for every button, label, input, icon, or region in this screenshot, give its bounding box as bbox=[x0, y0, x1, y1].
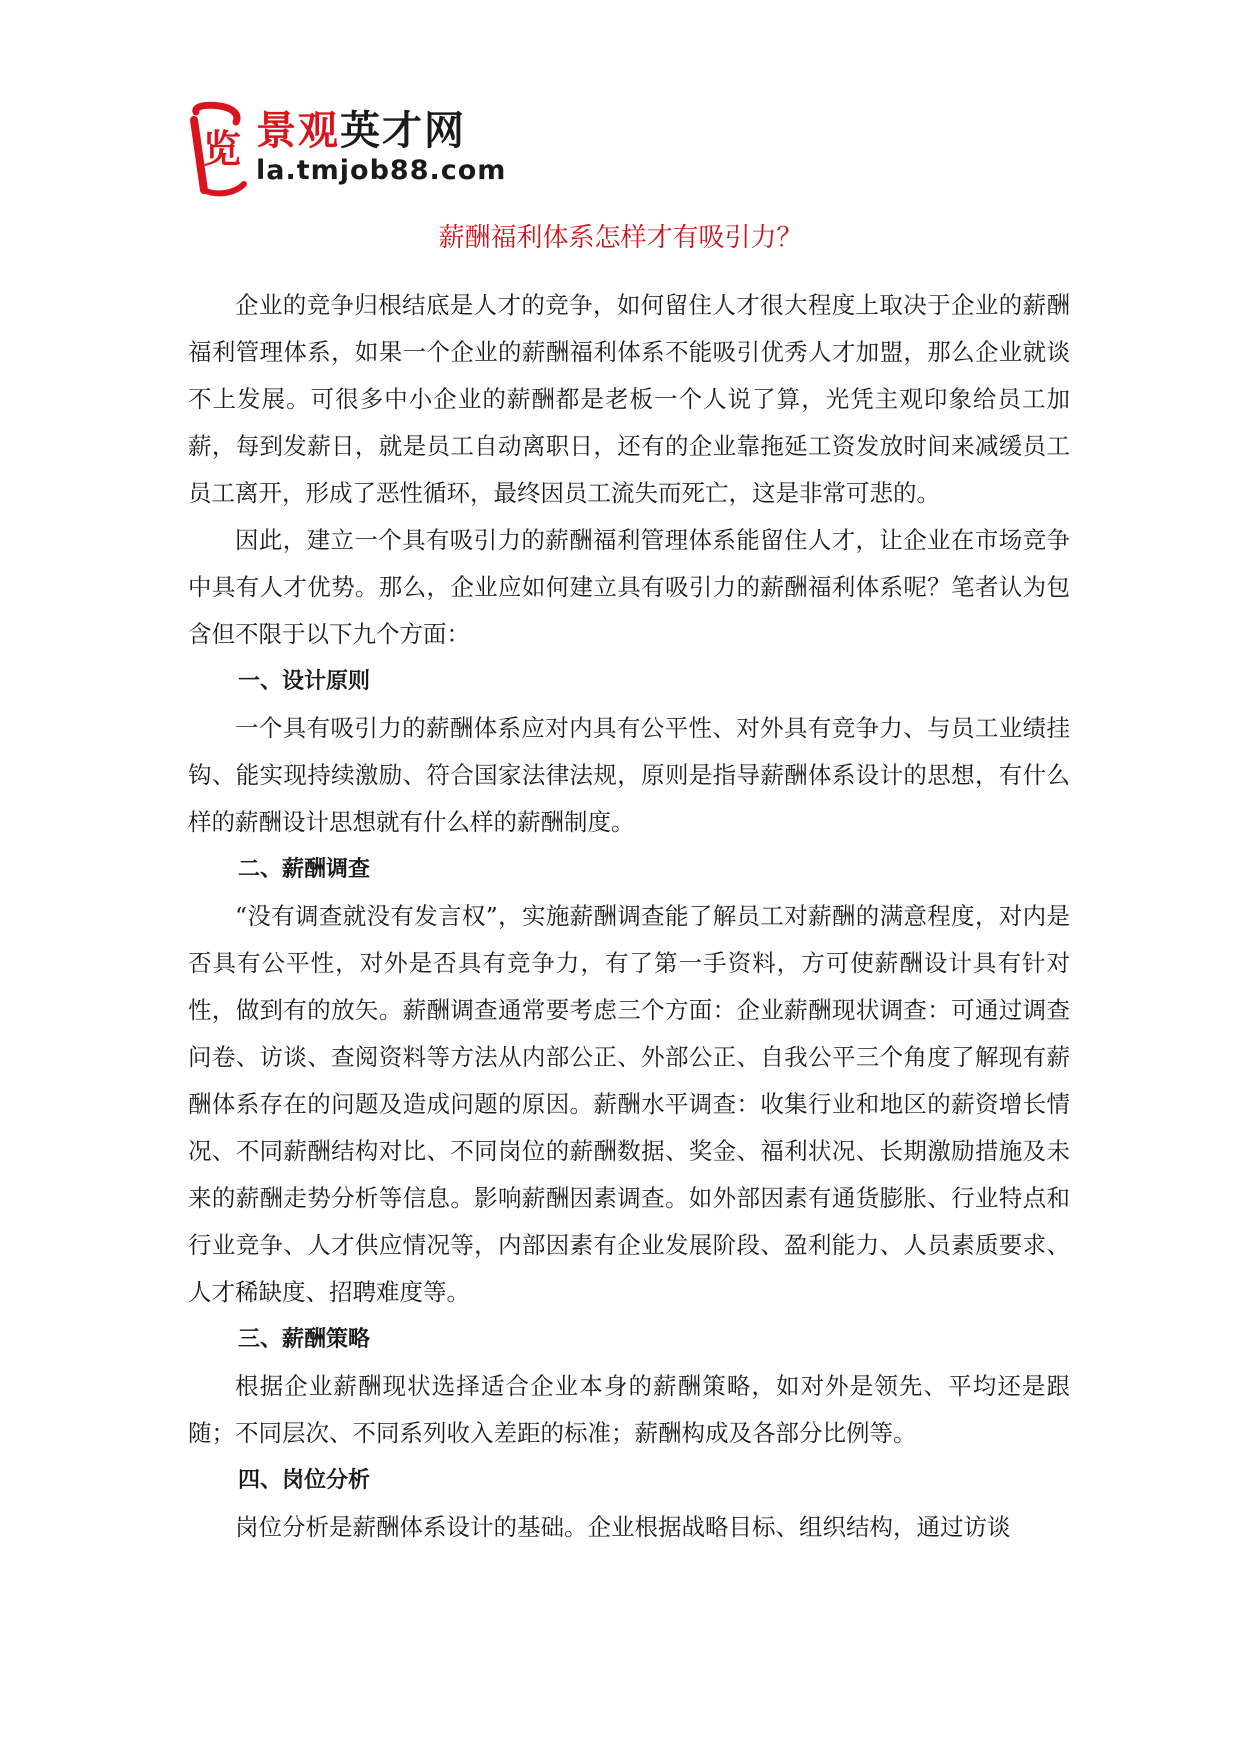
article-body bbox=[188, 282, 1070, 1551]
logo-text bbox=[256, 108, 506, 188]
section-heading: 四、岗位分析 bbox=[238, 1468, 371, 1493]
logo-mark-icon bbox=[186, 98, 248, 198]
body-paragraph: 岗位分析是薪酬体系设计的基础。企业根据战略目标、组织结构，通过访谈 bbox=[235, 1513, 1011, 1541]
body-paragraph: “没有调查就没有发言权”，实施薪酬调查能了解员工对薪酬的满意程度，对内是否具有公平性，对外是否具有竞争力，有了第一手资料，方可使薪酬设计具有针对性，做到有的放矢。薪酬调查通常要考虑三个方面：企业薪酬现状调查：可通过调查问卷、访谈、查阅资料等方法从内部公正、外部公正、自我公平三个角度了解现有薪酬体系存在的问题及造成问题的原因。薪酬水平调查：收集行业和地区的薪资增长情况、不同薪酬结构对比、不同岗位的薪酬数据、奖金、福利状况、长期激励措施及未来的薪酬走势分析等信息。影响薪酬因素调查。如外部因素有通货膨胀、行业特点和行业竞争、人才供应情况等，内部因素有企业发展阶段、盈利能力、人员素质要求、人才稀缺度、招聘难度等。 bbox=[188, 902, 1070, 1306]
section-heading: 三、薪酬策略 bbox=[238, 1327, 371, 1352]
body-paragraph: 企业的竞争归根结底是人才的竞争，如何留住人才很大程度上取决于企业的薪酬福利管理体系，如果一个企业的薪酬福利体系不能吸引优秀人才加盟，那么企业就谈不上发展。可很多中小企业的薪酬都是老板一个人说了算，光凭主观印象给员工加薪，每到发薪日，就是员工自动离职日，还有的企业靠拖延工资发放时间来减缓员工员工离开，形成了恶性循环，最终因员工流失而死亡，这是非常可悲的。 bbox=[188, 291, 1070, 507]
logo-name-part1: 景观 bbox=[256, 108, 340, 154]
site-logo bbox=[186, 98, 506, 198]
body-paragraph: 一个具有吸引力的薪酬体系应对内具有公平性、对外具有竞争力、与员工业绩挂钩、能实现持续激励、符合国家法律法规，原则是指导薪酬体系设计的思想，有什么样的薪酬设计思想就有什么样的薪酬制度。 bbox=[188, 714, 1070, 836]
logo-name-part2: 英才网 bbox=[340, 108, 466, 154]
logo-mark-text: 览 bbox=[202, 127, 242, 171]
section-heading: 二、薪酬调查 bbox=[238, 857, 371, 882]
section-heading: 一、设计原则 bbox=[238, 669, 371, 694]
article-title: 薪酬福利体系怎样才有吸引力？ bbox=[438, 223, 803, 253]
body-paragraph: 根据企业薪酬现状选择适合企业本身的薪酬策略，如对外是领先、平均还是跟随；不同层次、不同系列收入差距的标准；薪酬构成及各部分比例等。 bbox=[188, 1372, 1070, 1447]
body-paragraph: 因此，建立一个具有吸引力的薪酬福利管理体系能留住人才，让企业在市场竞争中具有人才优势。那么，企业应如何建立具有吸引力的薪酬福利体系呢？笔者认为包含但不限于以下九个方面： bbox=[188, 526, 1070, 648]
logo-url: la.tmjob88.com bbox=[256, 155, 507, 186]
logo-name bbox=[256, 108, 506, 154]
